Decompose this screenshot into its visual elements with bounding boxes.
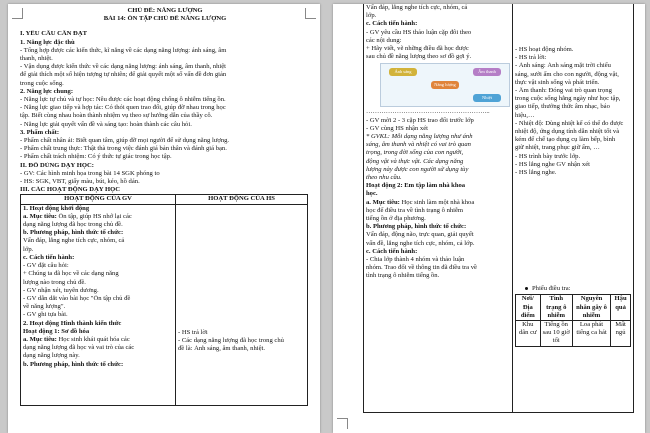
text-line: - GV cùng HS nhận xét xyxy=(366,124,428,132)
text-line: sáng, âm thanh và nhiệt có vai trò quan xyxy=(366,141,471,149)
text-line: b. Phương pháp, hình thức tổ chức: xyxy=(23,360,124,368)
text-line: - Vận dụng được kiến thức về các dạng năng lượng: ánh sáng, âm thanh, nhiệt xyxy=(20,63,226,71)
text-line: tiếng ồn ở địa phương. xyxy=(366,215,426,223)
text-line: a. Mục tiêu: Học sinh khái quát hóa các xyxy=(23,335,130,343)
lesson-title: CHỦ ĐỀ: NĂNG LƯỢNG xyxy=(127,7,203,14)
text-line: dạng năng lượng đã học và vai trò của các xyxy=(23,344,135,352)
text-line: + Chúng ta đã học về các dạng năng xyxy=(23,270,119,278)
diagram-node-center: Năng lượng xyxy=(431,81,459,89)
teacher-activity-cell xyxy=(21,204,176,405)
text-line: các nội dung: xyxy=(366,36,402,44)
text-line: II. ĐỒ DÙNG DẠY HỌC: xyxy=(20,161,94,169)
survey-cell: Khu dân cư xyxy=(516,321,541,347)
text-line: động vật và thực vật. Các dạng năng xyxy=(366,157,464,165)
text-line: Hoạt động 1: Sơ đồ hóa xyxy=(23,327,90,335)
text-line: a. Mục tiêu: Học sinh làm một nhà khoa xyxy=(366,198,475,206)
table-header-student: HOẠT ĐỘNG CỦA HS xyxy=(176,195,308,204)
text-line: 2. Năng lực chung: xyxy=(20,87,74,95)
text-line: a. Mục tiêu: Ôn tập, giúp HS nhớ lại các xyxy=(23,212,132,220)
text-line: - Phẩm chất trách nhiệm: Có ý thức tự giác trong học tập. xyxy=(20,153,172,161)
diagram-node-heat: Nhiệt xyxy=(473,94,501,102)
text-line: hiệu,… xyxy=(515,111,535,119)
text-line: 1. Hoạt động khởi động xyxy=(23,204,90,212)
teacher-activity-cell xyxy=(364,4,513,413)
text-line: dạng năng lượng đã học trong chủ đề. xyxy=(23,221,123,229)
text-line: c. Cách tiến hành: xyxy=(366,247,418,255)
text-line: giao tiếp, thưởng thức âm nhạc, báo xyxy=(515,103,610,111)
survey-header: Hậu quả xyxy=(611,295,631,321)
text-line: c. Cách tiến hành: xyxy=(23,253,75,261)
text-line: sau chủ đề năng lượng theo sơ đồ gợi ý. xyxy=(366,53,472,61)
survey-cell: Tiếng ồn sau 10 giờ tối xyxy=(540,321,572,347)
diagram-node-sound: Âm thanh xyxy=(473,68,501,76)
text-line: Vấn đáp, lắng nghe tích cực, nhóm, cả xyxy=(366,4,468,11)
text-line: trong cuộc sống hằng ngày như học tập, xyxy=(515,95,621,103)
text-line: trong cuộc sống. xyxy=(20,79,64,87)
text-line: - HS trình bày trước lớp. xyxy=(515,152,581,160)
survey-label: Phiếu điều tra: xyxy=(525,285,631,293)
text-line: Hoạt động 2: Em tập làm nhà khoa xyxy=(366,182,466,190)
text-line: thực vật sinh sống và phát triển. xyxy=(515,78,600,86)
text-line: I. YÊU CẦU CẦN ĐẠT xyxy=(20,30,87,38)
text-line: trọng, trong đời sống của con người, xyxy=(366,149,464,157)
text-line: lớp. xyxy=(366,12,377,20)
energy-mindmap-diagram xyxy=(380,63,510,107)
text-line: - GV yêu cầu HS thảo luận cặp đôi theo xyxy=(366,28,472,36)
text-line: để giải thích một số hiện tượng tự nhiên; để giải quyết một số vấn đề đơn giản xyxy=(20,71,227,79)
document-page-2 xyxy=(333,4,645,433)
text-line: lượng nào trong chủ đề. xyxy=(23,278,86,286)
text-line: c. Cách tiến hành: xyxy=(366,20,418,28)
text-line: sáng, sưởi ấm cho con người, động vật, xyxy=(515,70,619,78)
text-line: - HS hoạt động nhóm. xyxy=(515,46,574,53)
text-line: - GV ghi tựa bài. xyxy=(23,311,68,319)
text-line: - GV nhận xét, tuyên dương. xyxy=(23,286,99,294)
text-line: Vấn đáp, lắng nghe tích cực, nhóm, cả xyxy=(23,237,125,245)
text-line: 2. Hoạt động Hình thành kiến thức xyxy=(23,319,122,327)
lesson-objectives xyxy=(20,30,310,194)
survey-cell: Mất ngủ xyxy=(611,321,631,347)
diagram-node-light: Ánh sáng xyxy=(389,68,417,76)
text-line: học để điều tra về tình trạng ô nhiễm xyxy=(366,206,464,214)
text-line: III. CÁC HOẠT ĐỘNG DẠY HỌC xyxy=(20,186,121,194)
text-line: - GV đặt câu hỏi: xyxy=(23,262,69,270)
text-line: - HS trả lời: xyxy=(515,54,547,62)
text-line: - Chia lớp thành 4 nhóm và thảo luận xyxy=(366,256,465,264)
text-line: nhiệt độ, ứng dụng tính dẫn nhiệt tốt và xyxy=(515,128,620,136)
text-line: dạng năng lượng này. xyxy=(23,352,80,360)
survey-header: Tình trạng ô nhiễm xyxy=(540,295,572,321)
text-line: lượng này được con người sử dụng tùy xyxy=(366,165,469,173)
text-line: tập. Biết cùng nhau hoàn thành nhiệm vụ theo sự hướng dẫn của thầy cô. xyxy=(20,112,213,120)
text-line: * GVKL: Mỗi dạng năng lượng như ánh xyxy=(366,133,473,141)
text-line: về năng lượng". xyxy=(23,303,66,311)
text-line: b. Phương pháp, hình thức tổ chức: xyxy=(23,229,124,237)
text-line: nhóm. Trao đổi về thông tin đã điều tra về xyxy=(366,264,477,272)
text-line: - Năng lực tự chủ và tự học: Nêu được các hoạt động chống ô nhiễm tiếng ồn. xyxy=(20,96,226,104)
text-line: - Năng lực giải quyết vấn đề và sáng tạo: hoàn thành các câu hỏi. xyxy=(20,120,192,128)
lesson-subtitle: BÀI 14: ÔN TẬP CHỦ ĐỀ NĂNG LƯỢNG xyxy=(103,15,227,23)
text-line: - Năng lực giao tiếp và hợp tác: Có thói quen trao đổi, giúp đỡ nhau trong học xyxy=(20,104,226,112)
text-line: tình trạng ô nhiễm tiếng ồn. xyxy=(366,272,440,280)
text-line: học. xyxy=(366,190,378,198)
bullet-icon xyxy=(525,287,528,290)
text-line: - Ánh sáng: Ánh sáng mặt trời chiếu xyxy=(515,62,611,70)
text-line: - HS: SGK, VBT, giấy màu, bút, kéo, hồ dán. xyxy=(20,178,140,186)
student-activity-cell xyxy=(176,204,308,405)
text-line: giữ nhiệt, trang phục giữ ấm, … xyxy=(515,144,600,152)
survey-header: Nơi/ Địa điểm xyxy=(516,295,541,321)
text-line: - HS lắng nghe GV nhận xét xyxy=(515,160,590,168)
text-line: - Nhiệt độ: Dùng nhiệt kế có thể đo được xyxy=(515,119,624,127)
text-line: - Các dạng năng lượng đã học trong chủ xyxy=(178,336,284,344)
text-line: 1. Năng lực đặc thù xyxy=(20,38,75,46)
text-line: 3. Phẩm chất: xyxy=(20,128,60,136)
table-header-teacher: HOẠT ĐỘNG CỦA GV xyxy=(21,195,176,204)
survey-cell: Loa phát tiếng ca hát xyxy=(572,321,610,347)
text-line: - HS lắng nghe. xyxy=(515,169,557,177)
survey-header: Nguyên nhân gây ô nhiễm xyxy=(572,295,610,321)
crop-mark xyxy=(337,418,348,429)
activity-table-continued xyxy=(363,4,634,413)
text-line: b. Phương pháp, hình thức tổ chức: xyxy=(366,223,467,231)
text-line: - Phẩm chất nhân ái: Biết quan tâm, giúp đỡ mọi người để sử dụng năng lượng. xyxy=(20,137,230,145)
text-line: - Âm thanh: Đóng vai trò quan trọng xyxy=(515,87,612,95)
text-line: ………………………………………………... xyxy=(366,108,490,116)
text-line: + Hãy viết, vẽ những điều đã học được xyxy=(366,45,469,53)
text-line: kém để chế tạo dụng cụ làm bếp, bình xyxy=(515,136,616,144)
text-line: - GV mời 2 - 3 cặp HS trao đổi trước lớp xyxy=(366,116,474,124)
text-line: theo nhu cầu. xyxy=(366,174,402,182)
text-line: Vấn đáp, động não, trực quan, giải quyết xyxy=(366,231,474,239)
text-line: đề là: Ánh sáng, âm thanh, nhiệt. xyxy=(178,345,265,353)
text-line: - GV: Các hình minh họa trong bài 14 SGK phóng to xyxy=(20,169,160,177)
activity-table xyxy=(20,194,308,405)
text-line: - GV dẫn dắt vào bài học "Ôn tập chủ đề xyxy=(23,294,131,302)
survey-table xyxy=(515,294,631,346)
text-line: vấn đề, lắng nghe tích cực, nhóm, cả lớp. xyxy=(366,239,475,247)
document-page-1 xyxy=(8,4,320,433)
student-activity-cell xyxy=(513,4,634,413)
text-line: thanh, nhiệt. xyxy=(20,55,53,63)
text-line: - Phẩm chất trung thực: Thật thà trong việc đánh giá bản thân và đánh giá bạn. xyxy=(20,145,227,153)
text-line: - Tổng hợp được các kiến thức, kĩ năng về các dạng năng lượng: ánh sáng, âm xyxy=(20,46,227,54)
text-line: lớp. xyxy=(23,245,34,253)
text-line: - HS trả lời xyxy=(178,328,208,336)
